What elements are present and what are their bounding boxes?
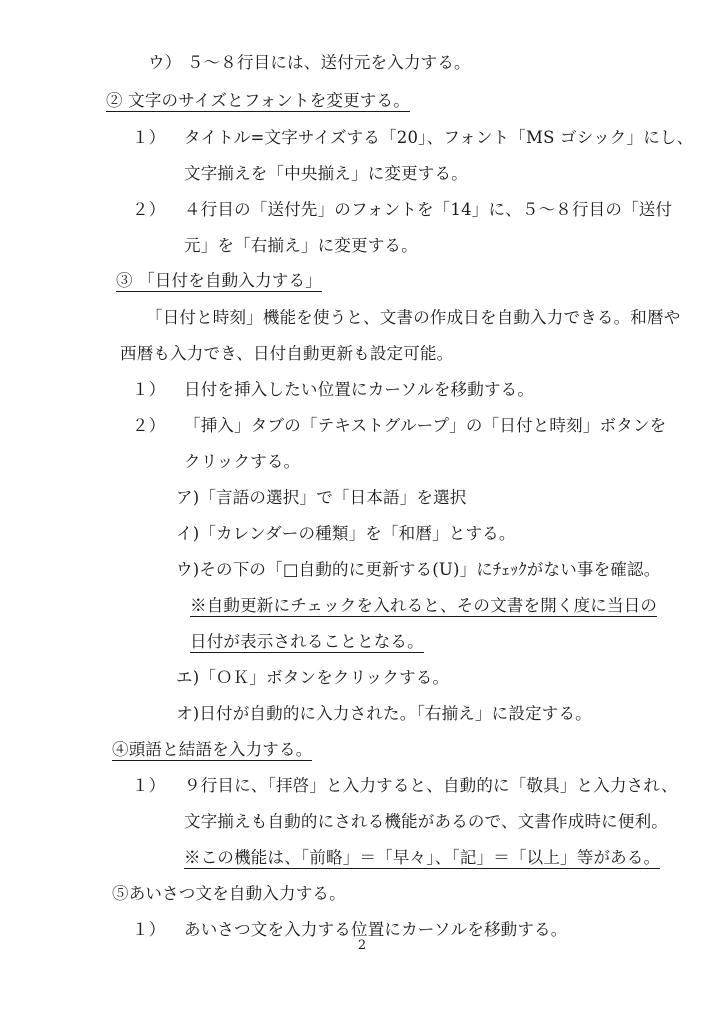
heading-greeting bbox=[112, 883, 346, 905]
text: オ)日付が自動的に入力された。「右揃え」に設定する。 bbox=[176, 704, 592, 723]
text: ウ)その下の「□自動的に更新する(U)」にﾁｪｯｸがない事を確認。 bbox=[176, 560, 661, 579]
text: エ)「ＯＫ」ボタンをクリックする。 bbox=[176, 668, 450, 687]
note-text: ※この機能は、「前略」＝「早々」、「記」＝「以上」等がある。 bbox=[184, 848, 661, 867]
text: ９行目に、「拝啓」と入力すると、自動的に「敬具」と入力され、 bbox=[184, 776, 678, 795]
step-number: １） bbox=[132, 128, 166, 147]
text: 元」を「右揃え」に変更する。 bbox=[184, 236, 418, 255]
heading-text: ⑤あいさつ文を自動入力する。 bbox=[112, 884, 346, 903]
step-1-haikei-continued bbox=[184, 811, 668, 833]
text: ウ） ５～８行目には、送付元を入力する。 bbox=[148, 53, 471, 72]
text: あいさつ文を入力する位置にカーソルを移動する。 bbox=[184, 920, 568, 939]
heading-opening-closing bbox=[112, 739, 312, 761]
text: タイトル=文字サイズする「20」、フォント「MS ゴシック」にし、 bbox=[184, 128, 694, 147]
note-auto-update bbox=[190, 595, 657, 617]
paragraph-date-intro bbox=[146, 307, 680, 329]
step-number: １） bbox=[132, 380, 166, 399]
heading-auto-date bbox=[116, 270, 322, 292]
paragraph-date-intro-continued bbox=[120, 343, 453, 365]
text: 日付を挿入したい位置にカーソルを移動する。 bbox=[184, 380, 535, 399]
substep-u-auto-update bbox=[176, 559, 660, 581]
substep-a-language bbox=[176, 487, 467, 509]
step-number: １） bbox=[132, 776, 166, 795]
step-number: ２） bbox=[132, 416, 166, 435]
step-2-insert-tab bbox=[132, 415, 666, 437]
heading-text: ④頭語と結語を入力する。 bbox=[112, 740, 313, 759]
step-number: ２） bbox=[132, 200, 166, 219]
text: イ)「カレンダーの種類」を「和暦」とする。 bbox=[176, 524, 516, 543]
text: クリックする。 bbox=[184, 452, 301, 471]
text: 文字揃えを「中央揃え」に変更する。 bbox=[184, 164, 468, 183]
text: 「挿入」タブの「テキストグループ」の「日付と時刻」ボタンを bbox=[184, 416, 667, 435]
step-number: １） bbox=[132, 920, 166, 939]
note-text: 日付が表示されることとなる。 bbox=[190, 632, 424, 651]
step-2-continued bbox=[184, 235, 418, 257]
note-feature-examples bbox=[184, 847, 660, 869]
text: ４行目の「送付先」のフォントを「14」に、５～８行目の「送付 bbox=[184, 200, 673, 219]
text: 西暦も入力でき、日付自動更新も設定可能。 bbox=[120, 344, 454, 363]
text: 「日付と時刻」機能を使うと、文書の作成日を自動入力できる。和暦や bbox=[146, 308, 681, 327]
page-number: 2 bbox=[357, 938, 367, 953]
note-auto-update-continued bbox=[190, 631, 424, 653]
step-1-continued bbox=[184, 163, 468, 185]
substep-i-calendar bbox=[176, 523, 516, 545]
step-2-insert-continued bbox=[184, 451, 300, 473]
heading-text: ② 文字のサイズとフォントを変更する。 bbox=[106, 91, 410, 110]
substep-e-ok-button bbox=[176, 667, 449, 689]
step-1-title-font bbox=[132, 127, 693, 149]
note-text: ※自動更新にチェックを入れると、その文書を開く度に当日の bbox=[190, 596, 658, 615]
step-1-haikei bbox=[132, 775, 678, 797]
step-u-send-source bbox=[148, 52, 471, 74]
step-1-move-cursor bbox=[132, 379, 534, 401]
text: ア)「言語の選択」で「日本語」を選択 bbox=[176, 488, 467, 507]
heading-change-font-size bbox=[106, 90, 410, 112]
heading-text: ③ 「日付を自動入力する」 bbox=[116, 271, 322, 290]
step-2-send-dest-font bbox=[132, 199, 672, 221]
substep-o-right-align bbox=[176, 703, 592, 725]
text: 文字揃えも自動的にされる機能があるので、文書作成時に便利。 bbox=[184, 812, 668, 831]
